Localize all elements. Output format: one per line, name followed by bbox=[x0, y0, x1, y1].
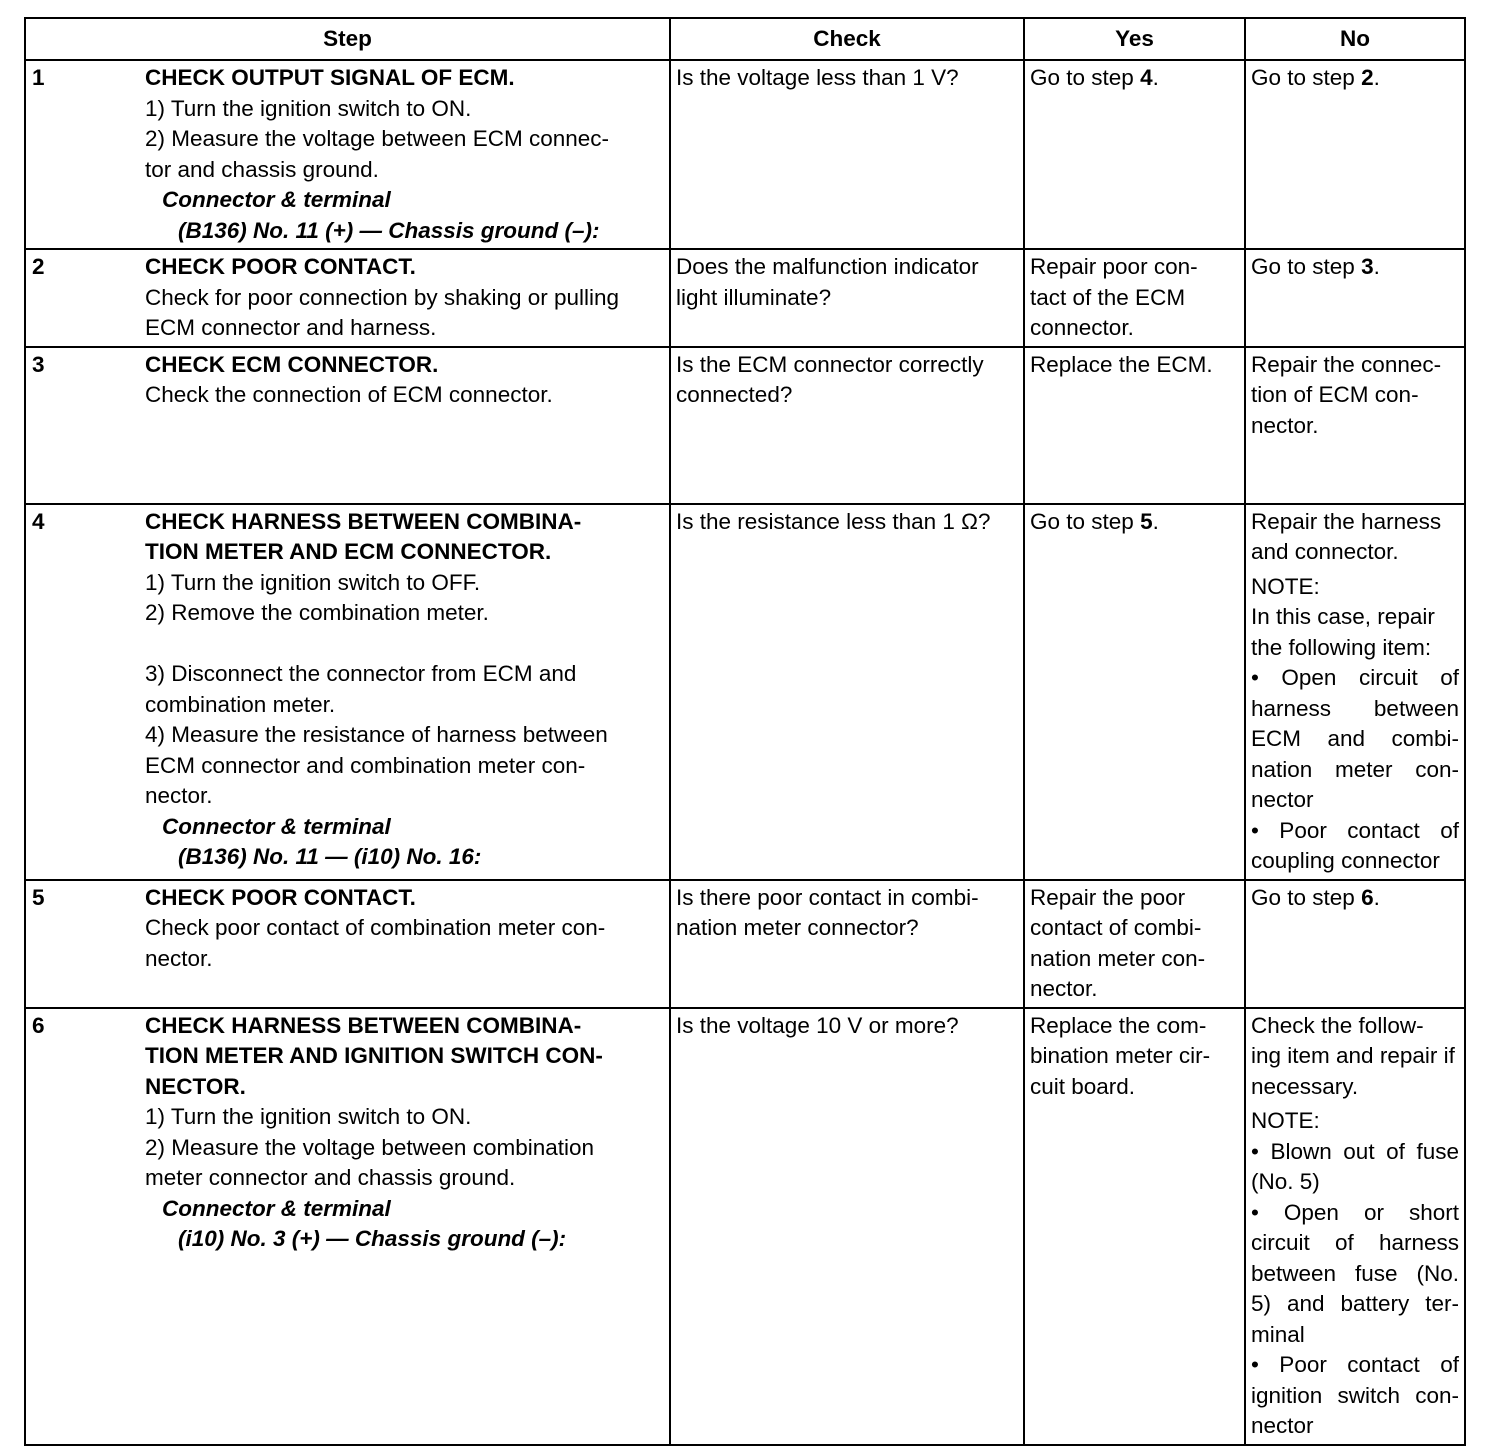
step-cell bbox=[25, 249, 670, 347]
yes-cell: Replace the com- bination meter cir- cuit board. bbox=[1024, 1008, 1245, 1445]
step-line: 1) Turn the ignition switch to ON. bbox=[145, 1104, 472, 1129]
step-line: 2) Measure the voltage between ECM connec- bbox=[145, 126, 609, 151]
note-bullet: • Poor contact of ignition switch con- nector bbox=[1251, 1352, 1459, 1438]
table-row bbox=[25, 1008, 1465, 1445]
no-cell: Repair the connec- tion of ECM con- nector. bbox=[1245, 347, 1465, 504]
step-line: 3) Disconnect the connector from ECM and bbox=[145, 661, 577, 686]
yes-cell: Repair the poor contact of combi- nation meter con- nector. bbox=[1024, 880, 1245, 1008]
note-bullet: • Open or short circuit of harness between fuse (No. 5) and battery ter- minal bbox=[1251, 1199, 1459, 1347]
no-cell: Go to step 6. bbox=[1245, 880, 1465, 1008]
step-title: CHECK HARNESS BETWEEN COMBINA- bbox=[145, 1012, 582, 1038]
step-line: Check for poor connection by shaking or pulling bbox=[145, 284, 620, 310]
note-bullet: • Poor contact of coupling connector bbox=[1251, 817, 1459, 873]
header-no: No bbox=[1245, 18, 1465, 60]
step-line: 2) Measure the voltage between combination bbox=[145, 1134, 595, 1160]
no-text: Repair the harness and connector. bbox=[1251, 508, 1442, 564]
step-title: NECTOR. bbox=[145, 1073, 246, 1099]
connector-label: Connector & terminal bbox=[162, 1195, 391, 1221]
yes-cell: Repair poor con- tact of the ECM connector. bbox=[1024, 249, 1245, 347]
connector-terminal: (B136) No. 11 (+) — Chassis ground (–): bbox=[178, 217, 600, 243]
step-title: CHECK OUTPUT SIGNAL OF ECM. bbox=[145, 65, 515, 90]
check-cell: Does the malfunction indicator light illuminate? bbox=[670, 249, 1024, 347]
step-line: ECM connector and combination meter con- bbox=[145, 752, 586, 778]
step-cell bbox=[25, 347, 670, 504]
step-title: CHECK ECM CONNECTOR. bbox=[145, 351, 439, 377]
table-row bbox=[25, 880, 1465, 1008]
table-row bbox=[25, 60, 1465, 249]
step-line: Check poor contact of combination meter con- bbox=[145, 915, 606, 940]
header-row bbox=[25, 18, 1465, 60]
diagnostic-table bbox=[24, 17, 1466, 1446]
check-cell: Is the voltage 10 V or more? bbox=[670, 1008, 1024, 1445]
step-number: 5 bbox=[32, 884, 45, 910]
header-step: Step bbox=[25, 18, 670, 60]
no-cell bbox=[1245, 504, 1465, 880]
step-line: Check the connection of ECM connector. bbox=[145, 382, 553, 407]
step-number: 1 bbox=[32, 65, 45, 90]
step-line: tor and chassis ground. bbox=[145, 156, 379, 182]
step-line: combination meter. bbox=[145, 691, 336, 717]
step-number: 4 bbox=[32, 508, 45, 534]
check-cell: Is the voltage less than 1 V? bbox=[670, 60, 1024, 249]
connector-label: Connector & terminal bbox=[162, 813, 391, 839]
connector-label: Connector & terminal bbox=[162, 187, 391, 212]
step-cell bbox=[25, 504, 670, 880]
step-line: 2) Remove the combination meter. bbox=[145, 600, 489, 625]
yes-cell: Replace the ECM. bbox=[1024, 347, 1245, 504]
step-line: 1) Turn the ignition switch to OFF. bbox=[145, 569, 481, 595]
note-bullet: • Blown out of fuse (No. 5) bbox=[1251, 1138, 1459, 1194]
yes-cell: Go to step 5. bbox=[1024, 504, 1245, 880]
table-row bbox=[25, 249, 1465, 347]
check-cell: Is the resistance less than 1 Ω? bbox=[670, 504, 1024, 880]
step-cell bbox=[25, 60, 670, 249]
step-title: CHECK POOR CONTACT. bbox=[145, 254, 416, 279]
step-number: 2 bbox=[32, 254, 45, 279]
no-cell: Go to step 2. bbox=[1245, 60, 1465, 249]
note-label: NOTE: bbox=[1251, 1108, 1320, 1133]
no-cell bbox=[1245, 1008, 1465, 1445]
step-line: 4) Measure the resistance of harness between bbox=[145, 722, 608, 747]
connector-terminal: (i10) No. 3 (+) — Chassis ground (–): bbox=[178, 1226, 567, 1251]
note-bullet: • Open circuit of harness between ECM and combi- nation meter con- nector bbox=[1251, 665, 1459, 812]
header-yes: Yes bbox=[1024, 18, 1245, 60]
step-title: TION METER AND ECM CONNECTOR. bbox=[145, 539, 552, 564]
table-row bbox=[25, 504, 1465, 880]
step-line: ECM connector and harness. bbox=[145, 315, 437, 340]
step-title: TION METER AND IGNITION SWITCH CON- bbox=[145, 1043, 603, 1068]
table-row bbox=[25, 347, 1465, 504]
step-ref: 4 bbox=[1140, 65, 1153, 90]
check-cell: Is the ECM connector correctly connected? bbox=[670, 347, 1024, 504]
step-title: CHECK HARNESS BETWEEN COMBINA- bbox=[145, 508, 582, 534]
step-ref: 6 bbox=[1361, 884, 1374, 910]
note-label: NOTE: bbox=[1251, 573, 1320, 599]
step-number: 6 bbox=[32, 1012, 45, 1038]
step-line: nector. bbox=[145, 783, 213, 808]
step-line: meter connector and chassis ground. bbox=[145, 1165, 516, 1190]
check-cell: Is there poor contact in combi- nation meter connector? bbox=[670, 880, 1024, 1008]
step-ref: 5 bbox=[1140, 508, 1153, 534]
no-cell: Go to step 3. bbox=[1245, 249, 1465, 347]
header-check: Check bbox=[670, 18, 1024, 60]
step-line: nector. bbox=[145, 945, 213, 971]
step-ref: 2 bbox=[1361, 65, 1374, 90]
step-title: CHECK POOR CONTACT. bbox=[145, 884, 416, 910]
step-cell bbox=[25, 880, 670, 1008]
step-line: 1) Turn the ignition switch to ON. bbox=[145, 95, 472, 121]
yes-cell: Go to step 4. bbox=[1024, 60, 1245, 249]
step-cell bbox=[25, 1008, 670, 1445]
no-text: Check the follow- ing item and repair if necessary. bbox=[1251, 1012, 1455, 1099]
note-text: In this case, repair the following item: bbox=[1251, 604, 1435, 660]
connector-terminal: (B136) No. 11 — (i10) No. 16: bbox=[178, 844, 482, 869]
step-number: 3 bbox=[32, 351, 45, 377]
step-ref: 3 bbox=[1361, 254, 1374, 279]
